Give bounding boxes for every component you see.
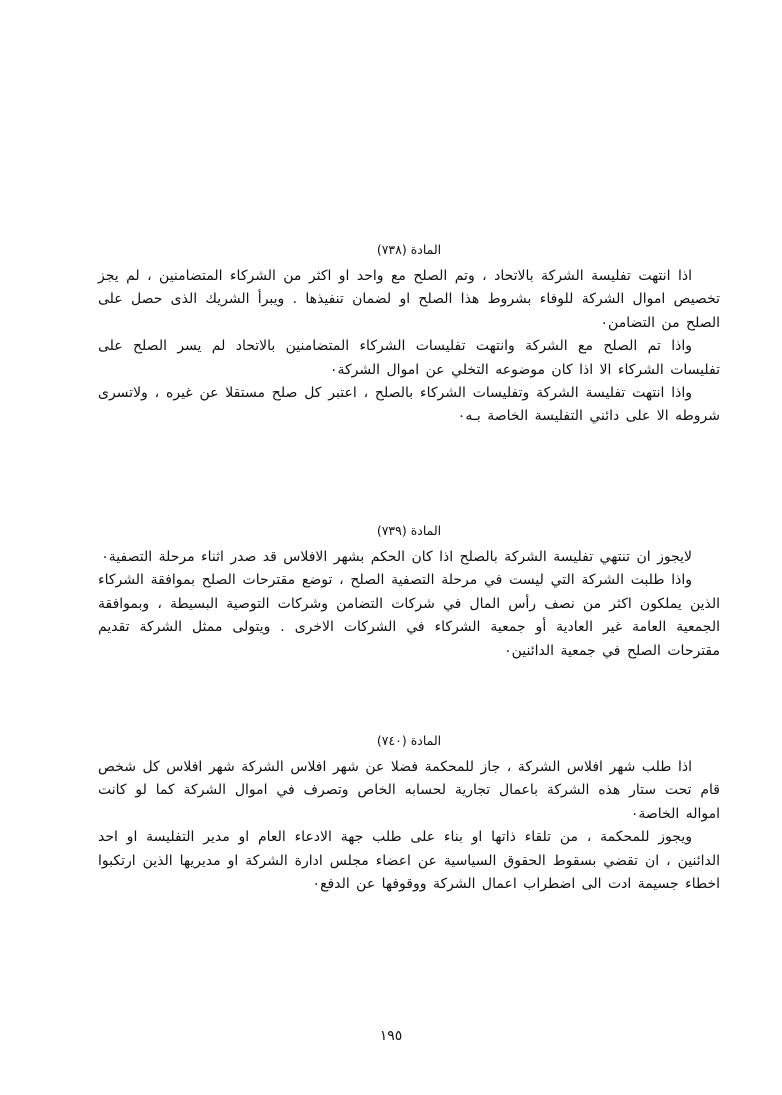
article-title: المادة (٧٤٠) [376,733,442,748]
article-738 [98,240,720,429]
article-paragraph: اذا طلب شهر افلاس الشركة ، جاز للمحكمة فضلا عن شهر افلاس الشركة شهر افلاس كل شخص قام تحت ستار هذه الشركة باعمال تجارية لحسابه الخاص وتصرف في اموال الشركة كما لو كانت امواله الخاصة٠ [98,759,720,822]
article-paragraph: لايجوز ان تنتهي تفليسة الشركة بالصلح اذا كان الحكم بشهر الافلاس قد صدر اثناء مرحلة التصفية٠ [101,549,692,565]
article-title: المادة (٧٣٩) [376,523,442,538]
article-paragraph: واذا طلبت الشركة التي ليست في مرحلة التصفية الصلح ، توضع مقترحات الصلح بموافقة الشركاء الذين يملكون اكثر من نصف رأس المال في شركات التضامن وشركات التوصية البسيطة ، وبموافقة الجمعية العامة غير العادية أو جمعية الشركاء في الشركات الاخرى . ويتولى ممثل الشركة تقديم مقترحات الصلح في جمعية الدائنين٠ [98,572,720,659]
article-paragraph: ويجوز للمحكمة ، من تلقاء ذاتها او بناء على طلب جهة الادعاء العام او مدير التفليسة او احد الدائنين ، ان تقضي بسقوط الحقوق السياسية عن اعضاء مجلس ادارة الشركة او مديريها الذين ارتكبوا اخطاء جسيمة ادت الى اضطراب اعمال الشركة ووقوفها عن الدفع٠ [98,829,720,893]
article-739 [98,521,720,663]
article-paragraph: واذا تم الصلح مع الشركة وانتهت تفليسات الشركاء المتضامنين بالاتحاد لم يسر الصلح على تفليسات الشركاء الا اذا كان موضوعه التخلي عن اموال الشركة٠ [98,338,720,378]
article-paragraph: واذا انتهت تفليسة الشركة وتفليسات الشركاء بالصلح ، اعتبر كل صلح مستقلا عن غيره ، ولاتسرى شروطه الا على دائني التفليسة الخاصة بـه٠ [98,385,720,425]
article-paragraph: اذا انتهت تفليسة الشركة بالاتحاد ، وتم الصلح مع واحد او اكثر من الشركاء المتضامنين ، لم يجز تخصيص اموال الشركة للوفاء بشروط هذا الصلح او لضمان تنفيذها . ويبرأ الشريك الذى حصل على الصلح من التضامن٠ [98,268,720,331]
page-number: ١٩٥ [379,1028,403,1044]
article-title: المادة (٧٣٨) [376,242,442,257]
article-740 [98,731,720,896]
